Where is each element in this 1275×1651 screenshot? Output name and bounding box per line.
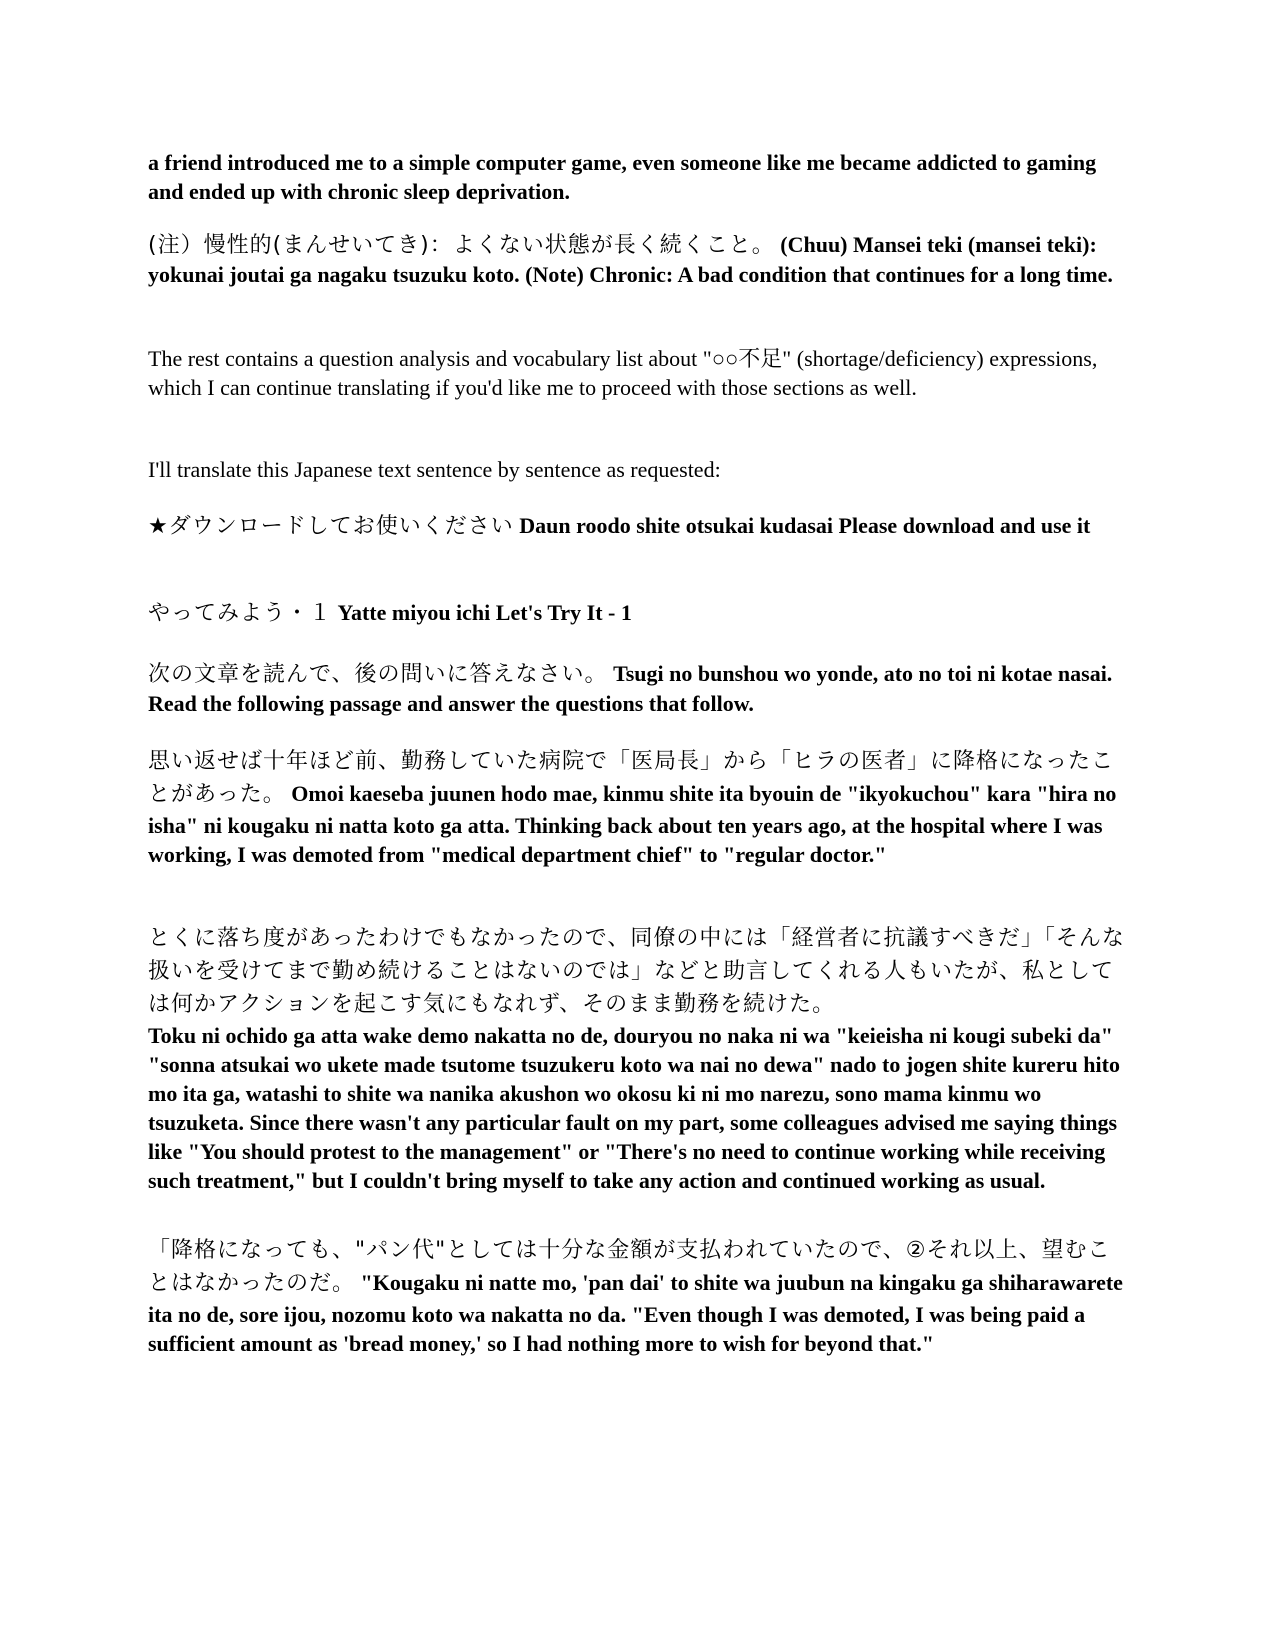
paragraph-rest-contains: The rest contains a question analysis and vocabulary list about "○○不足" (shortage/deficiency) expressions, which I can continue translating if you'd like me to proceed with those sections as well. xyxy=(148,346,1098,400)
paragraph-download xyxy=(148,511,1133,541)
japanese-text: 次の文章を読んで、後の問いに答えなさい。 xyxy=(148,662,608,687)
japanese-text: 思い返せば十年ほど前、勤務していた病院で「医局長」から「ヒラの医者」に降格になったことがあった。 xyxy=(148,749,1115,807)
paragraph-bread-money xyxy=(148,1234,1133,1358)
paragraph-note-chronic xyxy=(148,230,1133,289)
japanese-text: (注）慢性的(まんせいてき)：よくない状態が長く続くこと。 xyxy=(148,233,775,258)
romaji-translation: Toku ni ochido ga atta wake demo nakatta no de, douryou no naka ni wa "keieisha ni kougi subeki da" "sonna atsukai wo ukete made tsutome tsuzukeru koto wa nai no dewa" nado to jogen shite kureru hito mo ita ga, watashi to shite wa nanika akushon wo okosu ki ni mo narezu, sono mama kinmu wo tsuzuketa. Since there wasn't any particular fault on my part, some colleagues advised me saying things like "You should protest to the management" or "There's no need to continue working while receiving such treatment," but I couldn't bring myself to take any action and continued working as usual. xyxy=(148,1023,1120,1193)
paragraph-translate-intro: I'll translate this Japanese text sentence by sentence as requested: xyxy=(148,457,721,482)
japanese-text: ★ダウンロードしてお使いください xyxy=(148,514,514,539)
paragraph-game-addiction: a friend introduced me to a simple computer game, even someone like me became addicted to gaming and ended up with chronic sleep deprivation. xyxy=(148,150,1097,204)
romaji-translation: Omoi kaeseba juunen hodo mae, kinmu shite ita byouin de "ikyokuchou" kara "hira no isha" ni kougaku ni natta koto ga atta. Thinking back about ten years ago, at the hospital where I was working, I was demoted from "medical department chief" to "regular doctor." xyxy=(148,781,1117,867)
paragraph-colleagues-advice xyxy=(148,922,1133,1195)
paragraph-lets-try xyxy=(148,598,1133,628)
romaji-translation: "Kougaku ni natte mo, 'pan dai' to shite wa juubun na kingaku ga shiharawarete ita no de, sore ijou, nozomu koto wa nakatta no da. "Even though I was demoted, I was being paid a sufficient amount as 'bread money,' so I had nothing more to wish for beyond that." xyxy=(148,1270,1123,1356)
japanese-text: やってみよう・１ xyxy=(148,601,333,626)
paragraph-demotion xyxy=(148,745,1133,869)
paragraph-instructions xyxy=(148,659,1133,718)
romaji-translation: Daun roodo shite otsukai kudasai Please download and use it xyxy=(513,513,1091,538)
romaji-translation: (Chuu) Mansei teki (mansei teki): yokunai joutai ga nagaku tsuzuku koto. (Note) Chronic: A bad condition that continues for a long time. xyxy=(148,232,1113,287)
romaji-translation: Tsugi no bunshou wo yonde, ato no toi ni kotae nasai. Read the following passage and answer the questions that follow. xyxy=(148,661,1113,716)
japanese-text: 「降格になっても、"パン代"としては十分な金額が支払われていたので、②それ以上、望むことはなかったのだ。 xyxy=(148,1238,1111,1296)
romaji-translation: Yatte miyou ichi Let's Try It - 1 xyxy=(332,600,632,625)
japanese-text: とくに落ち度があったわけでもなかったので、同僚の中には「経営者に抗議すべきだ」「そんな扱いを受けてまで勤め続けることはないのでは」などと助言してくれる人もいたが、私としては何かアクションを起こす気にもなれず、そのまま勤務を続けた。 xyxy=(148,926,1125,1017)
